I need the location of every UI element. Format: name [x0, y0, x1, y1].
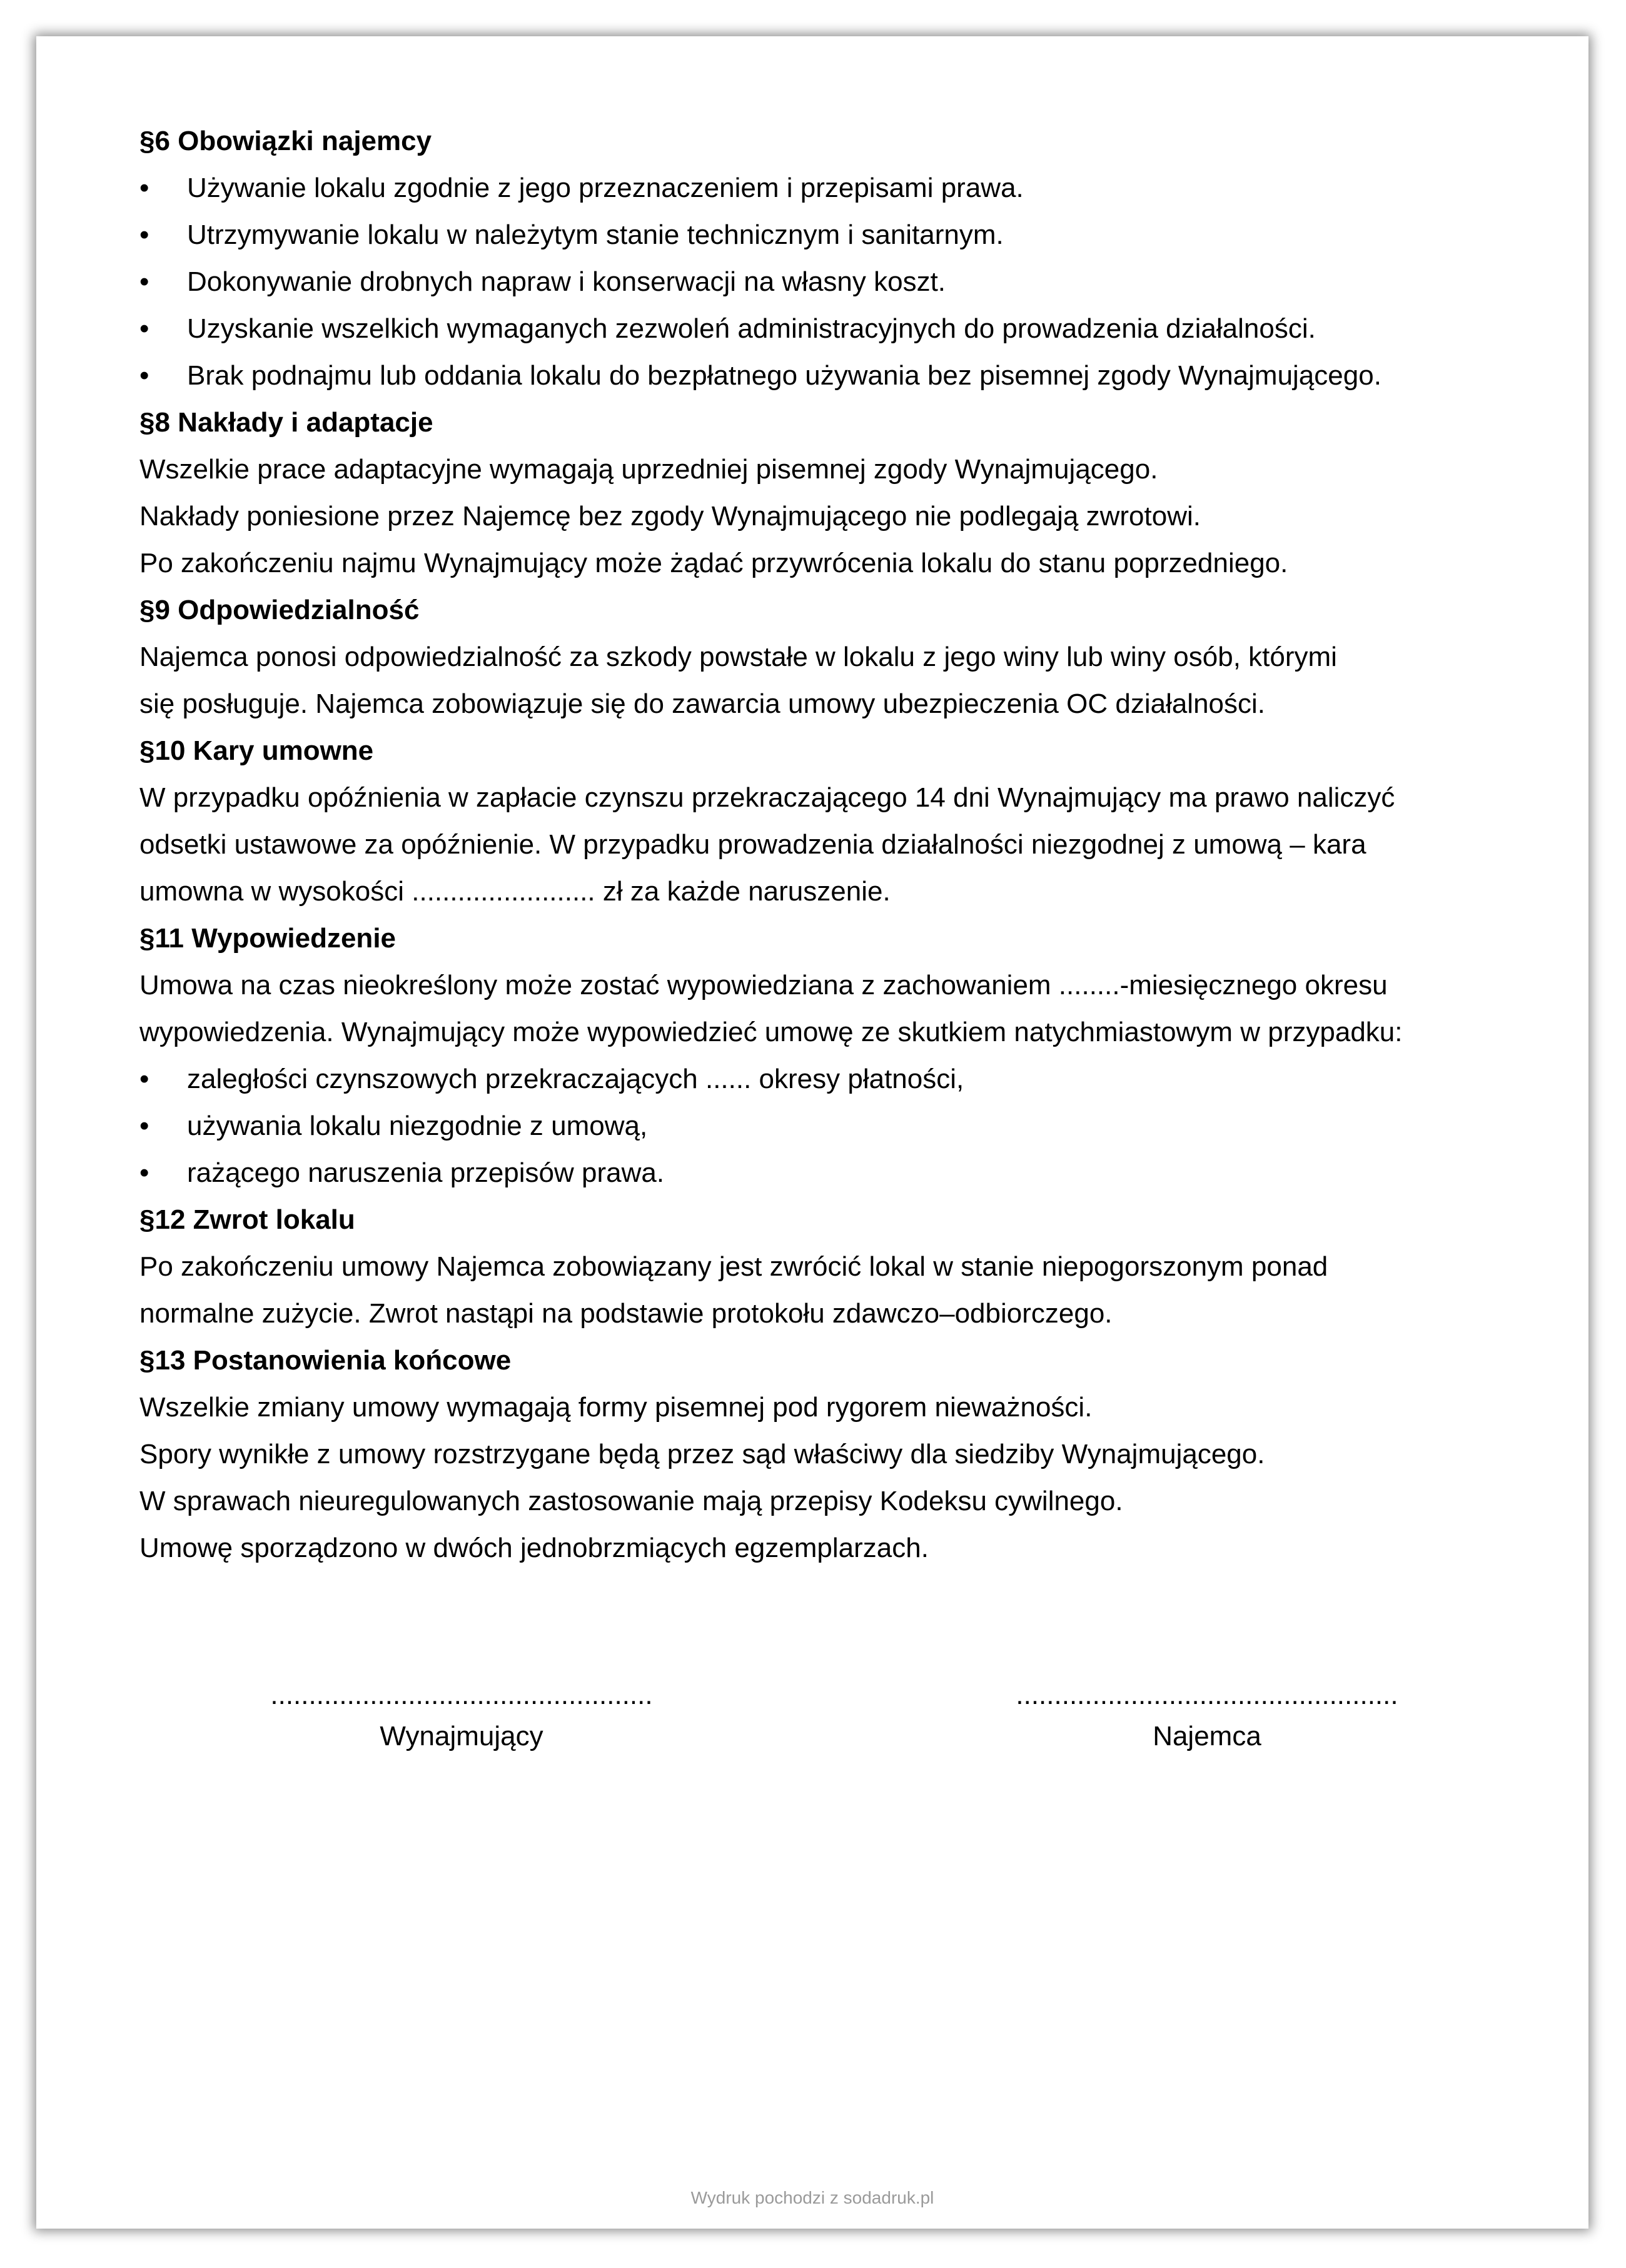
paragraph-line: W przypadku opóźnienia w zapłacie czynszu przekraczającego 14 dni Wynajmujący ma prawo naliczyć — [139, 782, 1395, 813]
bullet-icon: • — [139, 1111, 149, 1141]
paragraph-line: Po zakończeniu najmu Wynajmujący może żądać przywrócenia lokalu do stanu poprzedniego. — [139, 548, 1288, 578]
paragraph-line: Umowa na czas nieokreślony może zostać wypowiedziana z zachowaniem ........-miesięcznego okresu — [139, 970, 1388, 1000]
section-heading-6: §6 Obowiązki najemcy — [139, 126, 432, 156]
section-heading-9: §9 Odpowiedzialność — [139, 595, 420, 625]
bullet-icon: • — [139, 219, 149, 250]
section-heading-12: §12 Zwrot lokalu — [139, 1204, 355, 1235]
paragraph-line: Wszelkie zmiany umowy wymagają formy pisemnej pod rygorem nieważności. — [139, 1392, 1093, 1423]
section-heading-13: §13 Postanowienia końcowe — [139, 1345, 512, 1376]
signature-label: Wynajmujący — [380, 1721, 543, 1751]
paragraph-line: odsetki ustawowe za opóźnienie. W przypadku prowadzenia działalności niezgodnej z umową – kara — [139, 829, 1366, 860]
paragraph-line: W sprawach nieuregulowanych zastosowanie mają przepisy Kodeksu cywilnego. — [139, 1486, 1123, 1516]
list-item — [139, 1102, 1515, 1149]
bullet-icon: • — [139, 266, 149, 297]
paragraph-line: normalne zużycie. Zwrot nastąpi na podstawie protokołu zdawczo–odbiorczego. — [139, 1298, 1113, 1329]
paragraph-line: Wszelkie prace adaptacyjne wymagają uprzedniej pisemnej zgody Wynajmującego. — [139, 454, 1158, 485]
list-item-text: Uzyskanie wszelkich wymaganych zezwoleń administracyjnych do prowadzenia działalności. — [187, 313, 1316, 344]
list-item-text: Używanie lokalu zgodnie z jego przeznaczeniem i przepisami prawa. — [187, 173, 1024, 203]
document-page — [36, 36, 1588, 2229]
paragraph-line: Po zakończeniu umowy Najemca zobowiązany jest zwrócić lokal w stanie niepogorszonym ponad — [139, 1251, 1328, 1282]
signature-block-landlord — [243, 1675, 680, 1757]
signature-block-tenant — [988, 1675, 1426, 1757]
paragraph-line: Najemca ponosi odpowiedzialność za szkody powstałe w lokalu z jego winy lub winy osób, którymi — [139, 642, 1337, 672]
list-item — [139, 211, 1515, 258]
list-item — [139, 305, 1515, 352]
list-item — [139, 1056, 1515, 1102]
print-footer: Wydruk pochodzi z sodadruk.pl — [690, 2188, 934, 2207]
document-body — [139, 118, 1515, 1571]
paragraph-line: Spory wynikłe z umowy rozstrzygane będą przez sąd właściwy dla siedziby Wynajmującego. — [139, 1439, 1265, 1469]
paragraph-line: wypowiedzenia. Wynajmujący może wypowiedzieć umowę ze skutkiem natychmiastowym w przypadku: — [139, 1017, 1403, 1047]
section-heading-11: §11 Wypowiedzenie — [139, 923, 396, 954]
signature-line: .................................................. — [270, 1680, 653, 1710]
signature-line: .................................................. — [1016, 1680, 1398, 1710]
list-item-text: Utrzymywanie lokalu w należytym stanie technicznym i sanitarnym. — [187, 219, 1004, 250]
list-item-text: Dokonywanie drobnych napraw i konserwacji na własny koszt. — [187, 266, 946, 297]
list-item-text: Brak podnajmu lub oddania lokalu do bezpłatnego używania bez pisemnej zgody Wynajmującego. — [187, 360, 1381, 391]
bullet-icon: • — [139, 1157, 149, 1188]
list-item — [139, 352, 1515, 399]
list-item — [139, 1149, 1515, 1196]
bullet-icon: • — [139, 313, 149, 344]
list-item-text: zaległości czynszowych przekraczających ...... okresy płatności, — [187, 1064, 964, 1094]
signature-label: Najemca — [1153, 1721, 1261, 1751]
section-heading-10: §10 Kary umowne — [139, 735, 374, 766]
bullet-icon: • — [139, 173, 149, 203]
paragraph-line: Umowę sporządzono w dwóch jednobrzmiących egzemplarzach. — [139, 1533, 929, 1563]
paragraph-line: Nakłady poniesione przez Najemcę bez zgody Wynajmującego nie podlegają zwrotowi. — [139, 501, 1201, 532]
bullet-icon: • — [139, 1064, 149, 1094]
list-item-text: używania lokalu niezgodnie z umową, — [187, 1111, 648, 1141]
list-item-text: rażącego naruszenia przepisów prawa. — [187, 1157, 665, 1188]
paragraph-line: się posługuje. Najemca zobowiązuje się do zawarcia umowy ubezpieczenia OC działalności. — [139, 688, 1266, 719]
paragraph-line: umowna w wysokości ........................ zł za każde naruszenie. — [139, 876, 891, 907]
list-item — [139, 164, 1515, 211]
section-heading-8: §8 Nakłady i adaptacje — [139, 407, 433, 438]
list-item — [139, 258, 1515, 305]
bullet-icon: • — [139, 360, 149, 391]
